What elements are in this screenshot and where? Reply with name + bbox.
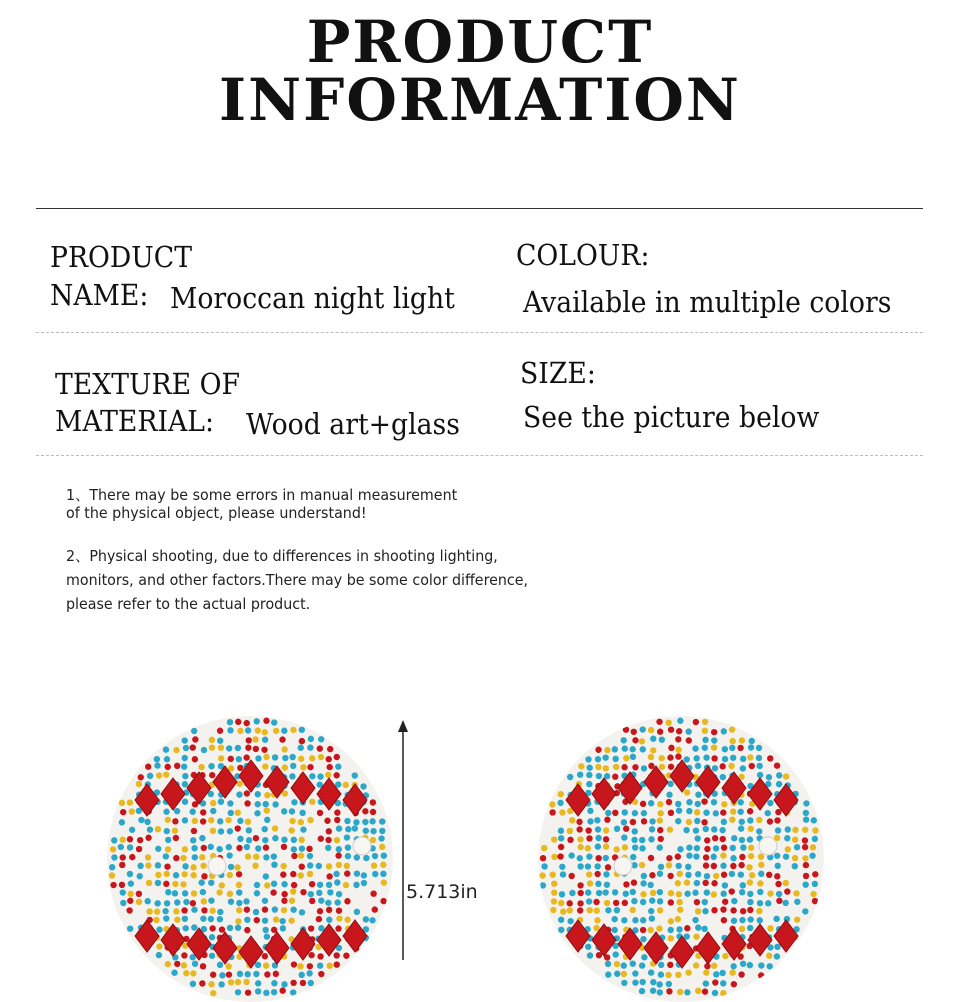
height-dimension-label: 5.713in bbox=[406, 881, 478, 903]
size-label: SIZE: bbox=[520, 356, 596, 390]
note-1-line2: of the physical object, please understand! bbox=[66, 504, 367, 522]
mosaic-globe-image bbox=[538, 716, 824, 1002]
product-name-value: Moroccan night light bbox=[170, 281, 455, 315]
product-photo-side bbox=[538, 716, 824, 1002]
header-divider bbox=[36, 208, 923, 209]
note-2-line3: please refer to the actual product. bbox=[66, 595, 311, 613]
note-2-line1: 2、Physical shooting, due to differences in shooting lighting, bbox=[66, 547, 498, 565]
size-value: See the picture below bbox=[523, 400, 820, 434]
row-divider-2 bbox=[36, 455, 923, 456]
page-title-line1: PRODUCT bbox=[306, 8, 654, 76]
note-2-line2: monitors, and other factors.There may be some color difference, bbox=[66, 571, 529, 589]
row-divider-1 bbox=[36, 332, 923, 333]
material-label-line1: TEXTURE OF bbox=[55, 367, 240, 401]
colour-value: Available in multiple colors bbox=[523, 285, 892, 319]
product-name-label-line1: PRODUCT bbox=[50, 240, 193, 274]
mosaic-globe-image bbox=[107, 716, 393, 1002]
note-2 bbox=[66, 544, 528, 616]
note-1-line1: 1、There may be some errors in manual measurement bbox=[66, 486, 458, 504]
height-arrow-icon bbox=[397, 720, 409, 960]
note-1 bbox=[66, 486, 457, 522]
page-title-line2: INFORMATION bbox=[219, 66, 741, 134]
colour-label: COLOUR: bbox=[516, 238, 650, 272]
material-label-line2: MATERIAL: bbox=[55, 404, 215, 438]
material-value: Wood art+glass bbox=[246, 407, 460, 441]
product-photo-front bbox=[107, 716, 393, 1002]
product-name-label-line2: NAME: bbox=[50, 278, 149, 312]
